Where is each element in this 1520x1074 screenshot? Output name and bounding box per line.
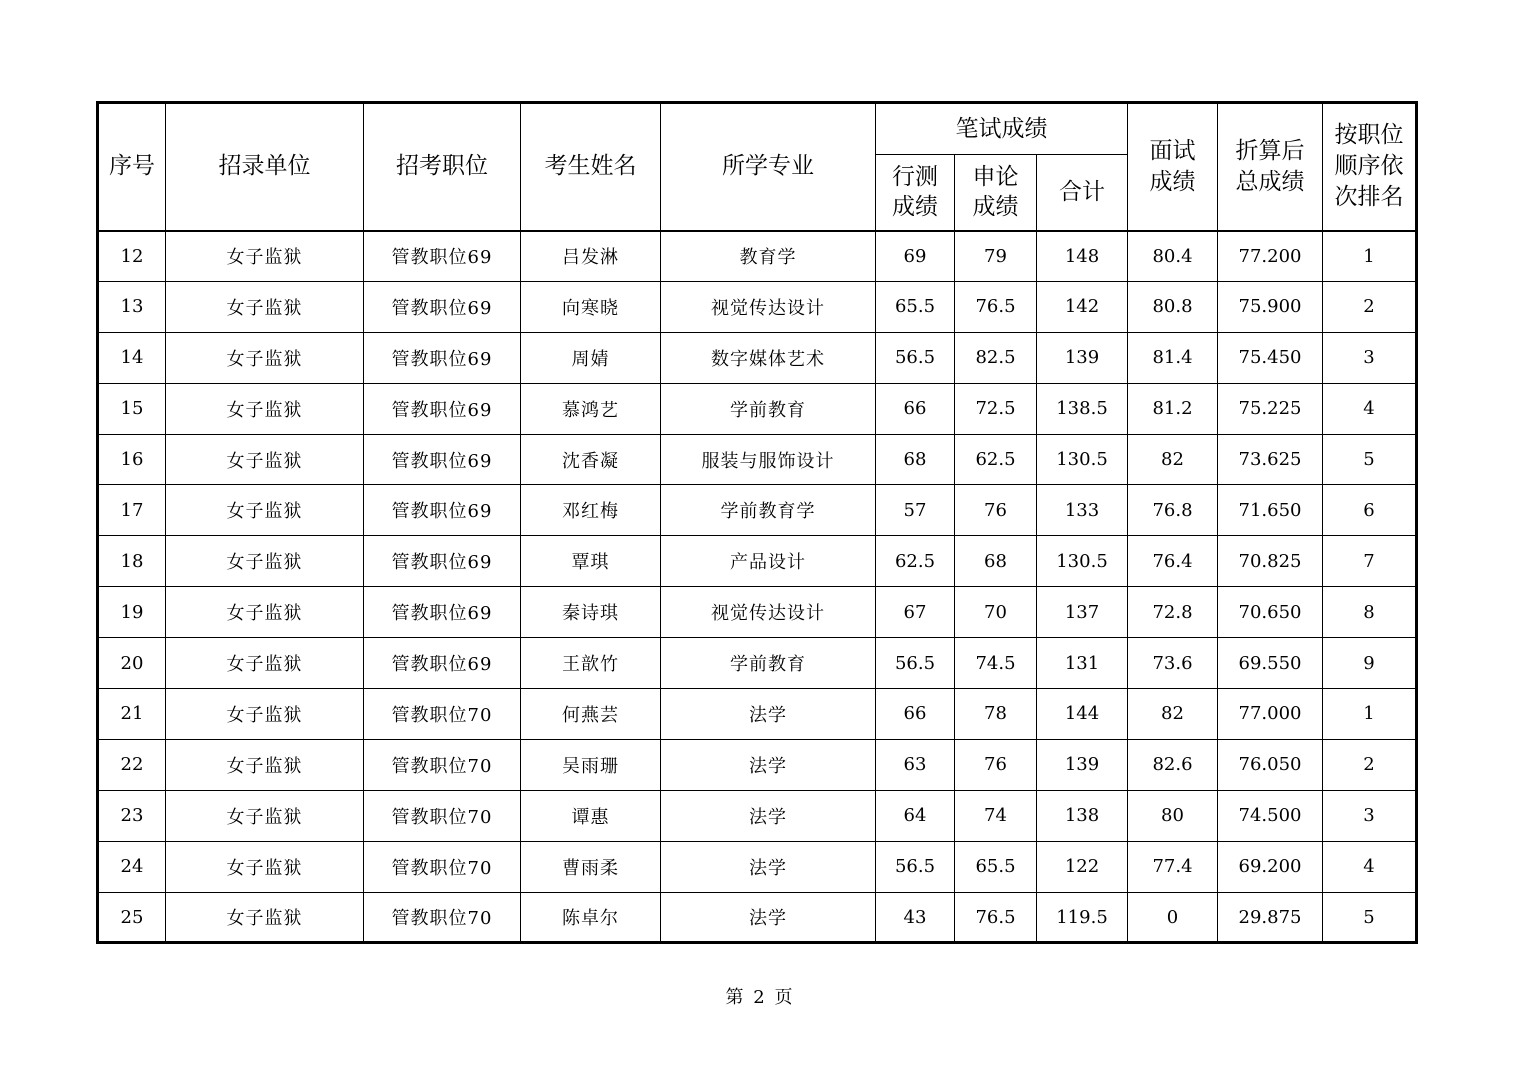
cell-xingce: 64 <box>876 790 955 841</box>
table-row <box>98 892 1417 943</box>
cell-written-total: 138 <box>1037 790 1128 841</box>
cell-shenlun: 72.5 <box>955 383 1037 434</box>
cell-rank: 1 <box>1323 689 1417 740</box>
cell-unit: 女子监狱 <box>166 689 364 740</box>
cell-rank: 2 <box>1323 739 1417 790</box>
cell-name: 向寒晓 <box>521 281 661 332</box>
header-major: 所学专业 <box>661 103 876 231</box>
table-row <box>98 841 1417 892</box>
header-xingce: 行测 成绩 <box>876 155 955 231</box>
cell-interview: 77.4 <box>1128 841 1218 892</box>
cell-written-total: 137 <box>1037 587 1128 638</box>
cell-rank: 2 <box>1323 281 1417 332</box>
cell-xingce: 66 <box>876 689 955 740</box>
header-unit: 招录单位 <box>166 103 364 231</box>
cell-written-total: 131 <box>1037 638 1128 689</box>
table-body <box>98 231 1417 943</box>
cell-xingce: 63 <box>876 739 955 790</box>
header-name: 考生姓名 <box>521 103 661 231</box>
cell-unit: 女子监狱 <box>166 892 364 943</box>
cell-rank: 1 <box>1323 231 1417 282</box>
table-row <box>98 689 1417 740</box>
cell-position: 管教职位69 <box>364 587 521 638</box>
cell-name: 吴雨珊 <box>521 739 661 790</box>
cell-final-score: 75.450 <box>1218 332 1323 383</box>
table-row <box>98 281 1417 332</box>
table-header <box>98 103 1417 231</box>
cell-shenlun: 76 <box>955 739 1037 790</box>
cell-name: 秦诗琪 <box>521 587 661 638</box>
cell-interview: 76.8 <box>1128 485 1218 536</box>
cell-major: 学前教育 <box>661 638 876 689</box>
cell-seq: 15 <box>98 383 166 434</box>
cell-interview: 82.6 <box>1128 739 1218 790</box>
cell-final-score: 77.000 <box>1218 689 1323 740</box>
header-position: 招考职位 <box>364 103 521 231</box>
cell-interview: 76.4 <box>1128 536 1218 587</box>
cell-major: 法学 <box>661 689 876 740</box>
cell-written-total: 122 <box>1037 841 1128 892</box>
cell-major: 法学 <box>661 790 876 841</box>
cell-seq: 13 <box>98 281 166 332</box>
cell-seq: 16 <box>98 434 166 485</box>
cell-major: 法学 <box>661 892 876 943</box>
cell-shenlun: 62.5 <box>955 434 1037 485</box>
cell-major: 学前教育学 <box>661 485 876 536</box>
cell-written-total: 130.5 <box>1037 536 1128 587</box>
cell-major: 视觉传达设计 <box>661 587 876 638</box>
cell-unit: 女子监狱 <box>166 434 364 485</box>
cell-shenlun: 74.5 <box>955 638 1037 689</box>
cell-position: 管教职位69 <box>364 332 521 383</box>
cell-shenlun: 78 <box>955 689 1037 740</box>
cell-shenlun: 79 <box>955 231 1037 282</box>
score-table <box>96 101 1418 944</box>
cell-position: 管教职位70 <box>364 739 521 790</box>
table-row <box>98 383 1417 434</box>
cell-major: 教育学 <box>661 231 876 282</box>
cell-seq: 14 <box>98 332 166 383</box>
table-row <box>98 485 1417 536</box>
cell-final-score: 69.550 <box>1218 638 1323 689</box>
cell-final-score: 70.650 <box>1218 587 1323 638</box>
cell-name: 陈卓尔 <box>521 892 661 943</box>
cell-interview: 73.6 <box>1128 638 1218 689</box>
cell-rank: 3 <box>1323 332 1417 383</box>
table-row <box>98 332 1417 383</box>
cell-final-score: 77.200 <box>1218 231 1323 282</box>
cell-seq: 21 <box>98 689 166 740</box>
cell-final-score: 69.200 <box>1218 841 1323 892</box>
page-number: 第 2 页 <box>725 987 795 1008</box>
header-final: 折算后 总成绩 <box>1218 103 1323 231</box>
cell-seq: 19 <box>98 587 166 638</box>
cell-seq: 22 <box>98 739 166 790</box>
cell-unit: 女子监狱 <box>166 587 364 638</box>
cell-unit: 女子监狱 <box>166 383 364 434</box>
cell-xingce: 56.5 <box>876 841 955 892</box>
cell-xingce: 69 <box>876 231 955 282</box>
cell-rank: 4 <box>1323 383 1417 434</box>
cell-xingce: 43 <box>876 892 955 943</box>
cell-name: 吕发淋 <box>521 231 661 282</box>
cell-rank: 3 <box>1323 790 1417 841</box>
cell-rank: 8 <box>1323 587 1417 638</box>
cell-name: 邓红梅 <box>521 485 661 536</box>
cell-position: 管教职位69 <box>364 231 521 282</box>
cell-final-score: 71.650 <box>1218 485 1323 536</box>
cell-interview: 81.2 <box>1128 383 1218 434</box>
cell-xingce: 62.5 <box>876 536 955 587</box>
cell-written-total: 139 <box>1037 332 1128 383</box>
cell-rank: 7 <box>1323 536 1417 587</box>
cell-interview: 0 <box>1128 892 1218 943</box>
header-seq: 序号 <box>98 103 166 231</box>
cell-name: 慕鸿艺 <box>521 383 661 434</box>
cell-interview: 81.4 <box>1128 332 1218 383</box>
cell-written-total: 138.5 <box>1037 383 1128 434</box>
cell-position: 管教职位69 <box>364 281 521 332</box>
cell-major: 法学 <box>661 841 876 892</box>
table-row <box>98 434 1417 485</box>
cell-shenlun: 65.5 <box>955 841 1037 892</box>
cell-shenlun: 74 <box>955 790 1037 841</box>
cell-name: 曹雨柔 <box>521 841 661 892</box>
cell-unit: 女子监狱 <box>166 281 364 332</box>
cell-rank: 4 <box>1323 841 1417 892</box>
cell-interview: 80 <box>1128 790 1218 841</box>
cell-name: 周婧 <box>521 332 661 383</box>
header-total-written: 合计 <box>1037 155 1128 231</box>
cell-unit: 女子监狱 <box>166 332 364 383</box>
cell-shenlun: 70 <box>955 587 1037 638</box>
cell-final-score: 73.625 <box>1218 434 1323 485</box>
cell-major: 服装与服饰设计 <box>661 434 876 485</box>
cell-position: 管教职位70 <box>364 689 521 740</box>
cell-interview: 80.8 <box>1128 281 1218 332</box>
cell-position: 管教职位69 <box>364 638 521 689</box>
cell-written-total: 119.5 <box>1037 892 1128 943</box>
cell-final-score: 75.900 <box>1218 281 1323 332</box>
table-row <box>98 638 1417 689</box>
cell-xingce: 68 <box>876 434 955 485</box>
cell-major: 学前教育 <box>661 383 876 434</box>
cell-position: 管教职位70 <box>364 790 521 841</box>
cell-interview: 80.4 <box>1128 231 1218 282</box>
cell-interview: 82 <box>1128 689 1218 740</box>
cell-xingce: 65.5 <box>876 281 955 332</box>
cell-major: 视觉传达设计 <box>661 281 876 332</box>
cell-position: 管教职位69 <box>364 485 521 536</box>
cell-unit: 女子监狱 <box>166 231 364 282</box>
cell-name: 何燕芸 <box>521 689 661 740</box>
header-written-group: 笔试成绩 <box>876 103 1128 155</box>
cell-name: 王歆竹 <box>521 638 661 689</box>
cell-rank: 5 <box>1323 434 1417 485</box>
cell-xingce: 56.5 <box>876 638 955 689</box>
cell-final-score: 76.050 <box>1218 739 1323 790</box>
cell-unit: 女子监狱 <box>166 638 364 689</box>
header-interview: 面试 成绩 <box>1128 103 1218 231</box>
cell-position: 管教职位69 <box>364 536 521 587</box>
cell-xingce: 66 <box>876 383 955 434</box>
cell-written-total: 142 <box>1037 281 1128 332</box>
cell-seq: 12 <box>98 231 166 282</box>
cell-seq: 25 <box>98 892 166 943</box>
table-row <box>98 790 1417 841</box>
cell-position: 管教职位70 <box>364 841 521 892</box>
cell-shenlun: 68 <box>955 536 1037 587</box>
cell-written-total: 139 <box>1037 739 1128 790</box>
cell-unit: 女子监狱 <box>166 739 364 790</box>
cell-major: 数字媒体艺术 <box>661 332 876 383</box>
cell-name: 沈香凝 <box>521 434 661 485</box>
cell-unit: 女子监狱 <box>166 485 364 536</box>
cell-position: 管教职位69 <box>364 383 521 434</box>
cell-final-score: 75.225 <box>1218 383 1323 434</box>
cell-rank: 5 <box>1323 892 1417 943</box>
cell-final-score: 74.500 <box>1218 790 1323 841</box>
cell-position: 管教职位69 <box>364 434 521 485</box>
cell-xingce: 67 <box>876 587 955 638</box>
cell-major: 产品设计 <box>661 536 876 587</box>
cell-rank: 9 <box>1323 638 1417 689</box>
header-rank: 按职位 顺序依 次排名 <box>1323 103 1417 231</box>
table-row <box>98 739 1417 790</box>
cell-position: 管教职位70 <box>364 892 521 943</box>
cell-unit: 女子监狱 <box>166 841 364 892</box>
cell-final-score: 29.875 <box>1218 892 1323 943</box>
cell-seq: 23 <box>98 790 166 841</box>
cell-written-total: 144 <box>1037 689 1128 740</box>
cell-name: 覃琪 <box>521 536 661 587</box>
cell-interview: 82 <box>1128 434 1218 485</box>
cell-written-total: 148 <box>1037 231 1128 282</box>
cell-seq: 24 <box>98 841 166 892</box>
cell-shenlun: 76.5 <box>955 281 1037 332</box>
cell-unit: 女子监狱 <box>166 790 364 841</box>
cell-xingce: 57 <box>876 485 955 536</box>
cell-written-total: 133 <box>1037 485 1128 536</box>
cell-shenlun: 76 <box>955 485 1037 536</box>
cell-seq: 17 <box>98 485 166 536</box>
cell-rank: 6 <box>1323 485 1417 536</box>
table-row <box>98 587 1417 638</box>
cell-seq: 20 <box>98 638 166 689</box>
cell-final-score: 70.825 <box>1218 536 1323 587</box>
cell-unit: 女子监狱 <box>166 536 364 587</box>
table-row <box>98 231 1417 282</box>
cell-major: 法学 <box>661 739 876 790</box>
cell-written-total: 130.5 <box>1037 434 1128 485</box>
cell-shenlun: 76.5 <box>955 892 1037 943</box>
cell-seq: 18 <box>98 536 166 587</box>
table-row <box>98 536 1417 587</box>
header-shenlun: 申论 成绩 <box>955 155 1037 231</box>
cell-name: 谭惠 <box>521 790 661 841</box>
cell-interview: 72.8 <box>1128 587 1218 638</box>
cell-shenlun: 82.5 <box>955 332 1037 383</box>
cell-xingce: 56.5 <box>876 332 955 383</box>
